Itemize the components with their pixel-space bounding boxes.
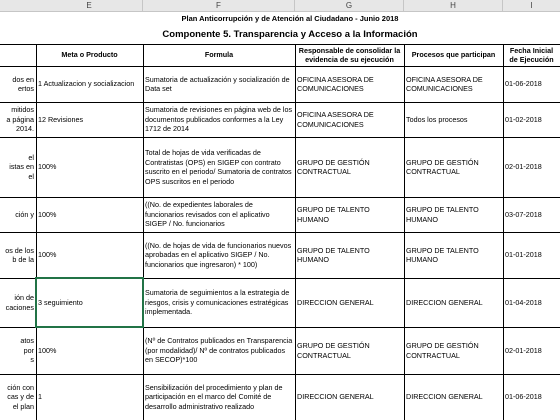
- cell-formula[interactable]: Sumatoria de revisiones en página web de los documentos publicados conformes a la Ley 1712 de 2014: [145, 105, 293, 134]
- cell-fecha[interactable]: 01-02-2018: [505, 114, 542, 124]
- cell-responsable[interactable]: GRUPO DE TALENTO HUMANO: [297, 245, 370, 264]
- cell-row-label[interactable]: mitidos a página 2014.: [6, 105, 34, 134]
- cell-row-label[interactable]: el istas en el: [9, 152, 34, 181]
- component-title: [0, 26, 560, 43]
- cell-formula[interactable]: Total de hojas de vida verificadas de Contratistas (OPS) en SIGEP con contrato suscrito en el periodo/ Sumatoria de contratos OPS suscritos en el periodo: [145, 148, 292, 186]
- cell-fecha[interactable]: 03-07-2018: [505, 209, 542, 219]
- cell-fecha[interactable]: 02-01-2018: [505, 345, 542, 355]
- cell-formula[interactable]: Sensibilización del procedimiento y plan de participación en el marco del Comité de desarrollo administrativo realizado: [145, 382, 283, 411]
- cell-fecha[interactable]: 01-06-2018: [505, 79, 542, 89]
- cell-procesos[interactable]: OFICINA ASESORA DE COMUNICACIONES: [406, 74, 483, 93]
- sheet-title-text[interactable]: Plan Anticorrupción y de Atención al Ciudadano - Junio 2018: [181, 14, 399, 23]
- cell-responsable[interactable]: GRUPO DE TALENTO HUMANO: [297, 205, 370, 224]
- cell-procesos[interactable]: DIRECCION GENERAL: [406, 392, 483, 402]
- header-responsable[interactable]: Responsable de consolidar la evidencia de su ejecución: [298, 45, 401, 64]
- cell-responsable[interactable]: DIRECCION GENERAL: [297, 392, 374, 402]
- cell-meta[interactable]: 1: [38, 392, 42, 402]
- header-fecha[interactable]: Fecha Inicial de Ejecución: [509, 45, 554, 64]
- cell-responsable[interactable]: OFICINA ASESORA DE COMUNICACIONES: [297, 110, 374, 129]
- column-header-bar: [0, 0, 560, 12]
- column-header-h[interactable]: H: [404, 0, 503, 11]
- column-header-f[interactable]: F: [143, 0, 295, 11]
- header-formula[interactable]: Formula: [204, 50, 234, 60]
- cell-procesos[interactable]: GRUPO DE GESTIÓN CONTRACTUAL: [406, 341, 479, 360]
- cell-responsable[interactable]: DIRECCION GENERAL: [297, 297, 374, 307]
- cell-row-label[interactable]: atos por s: [20, 336, 34, 365]
- cell-meta[interactable]: 100%: [38, 162, 57, 172]
- cell-formula[interactable]: Sumatoria de actualización y socialización de Data set: [145, 74, 290, 93]
- cell-formula[interactable]: ((No. de hojas de vida de funcionarios nuevos aprobadas en el aplicativo SIGEP / No. funcionarios que ingresaron) * 100): [145, 240, 292, 269]
- column-header-e[interactable]: E: [36, 0, 143, 11]
- cell-procesos[interactable]: Todos los procesos: [406, 114, 468, 124]
- cell-responsable[interactable]: GRUPO DE GESTIÓN CONTRACTUAL: [297, 341, 370, 360]
- cell-fecha[interactable]: 02-01-2018: [505, 162, 542, 172]
- cell-responsable[interactable]: OFICINA ASESORA DE COMUNICACIONES: [297, 74, 374, 93]
- component-title-text[interactable]: Componente 5. Transparencia y Acceso a la Información: [162, 29, 418, 40]
- cell-row-label[interactable]: dos en ertos: [12, 74, 34, 93]
- cell-responsable[interactable]: GRUPO DE GESTIÓN CONTRACTUAL: [297, 157, 370, 176]
- cell-meta[interactable]: 100%: [38, 209, 57, 219]
- cell-formula[interactable]: (Nº de Contratos publicados en Transparencia (por modalidad)/ Nº de contratos publicados en SECOP)*100: [145, 336, 293, 365]
- sheet-title: [0, 12, 560, 25]
- cell-meta[interactable]: 1 Actualizacion y socializacion: [38, 79, 135, 89]
- cell-row-label[interactable]: ción con cas y de el plan: [7, 382, 34, 411]
- cell-procesos[interactable]: GRUPO DE TALENTO HUMANO: [406, 245, 479, 264]
- cell-row-label[interactable]: ión de caciones: [5, 293, 34, 312]
- cell-fecha[interactable]: 01-01-2018: [505, 250, 542, 260]
- header-procesos[interactable]: Procesos que participan: [411, 50, 496, 60]
- cell-procesos[interactable]: GRUPO DE GESTIÓN CONTRACTUAL: [406, 157, 479, 176]
- cell-meta[interactable]: 3 seguimiento: [36, 278, 143, 327]
- cell-formula[interactable]: ((No. de expedientes laborales de funcionarios revisados con el aplicativo SIGEP / No. funcionarios: [145, 200, 270, 229]
- header-meta[interactable]: Meta o Producto: [61, 50, 118, 60]
- cell-fecha[interactable]: 01-06-2018: [505, 392, 542, 402]
- column-header-g[interactable]: G: [295, 0, 404, 11]
- column-header-i[interactable]: I: [530, 1, 533, 10]
- cell-meta[interactable]: 12 Revisiones: [38, 114, 84, 124]
- cell-row-label[interactable]: ción y: [15, 209, 34, 219]
- cell-formula[interactable]: Sumatoria de seguimientos a la estrategia de riesgos, crisis y comunicaciones estratégicas implementada.: [145, 288, 290, 317]
- cell-meta[interactable]: 100%: [38, 345, 57, 355]
- cell-row-label[interactable]: os de los b de la: [5, 245, 34, 264]
- cell-meta[interactable]: 100%: [38, 250, 57, 260]
- cell-procesos[interactable]: GRUPO DE TALENTO HUMANO: [406, 205, 479, 224]
- cell-fecha[interactable]: 01-04-2018: [505, 297, 542, 307]
- cell-procesos[interactable]: DIRECCION GENERAL: [406, 297, 483, 307]
